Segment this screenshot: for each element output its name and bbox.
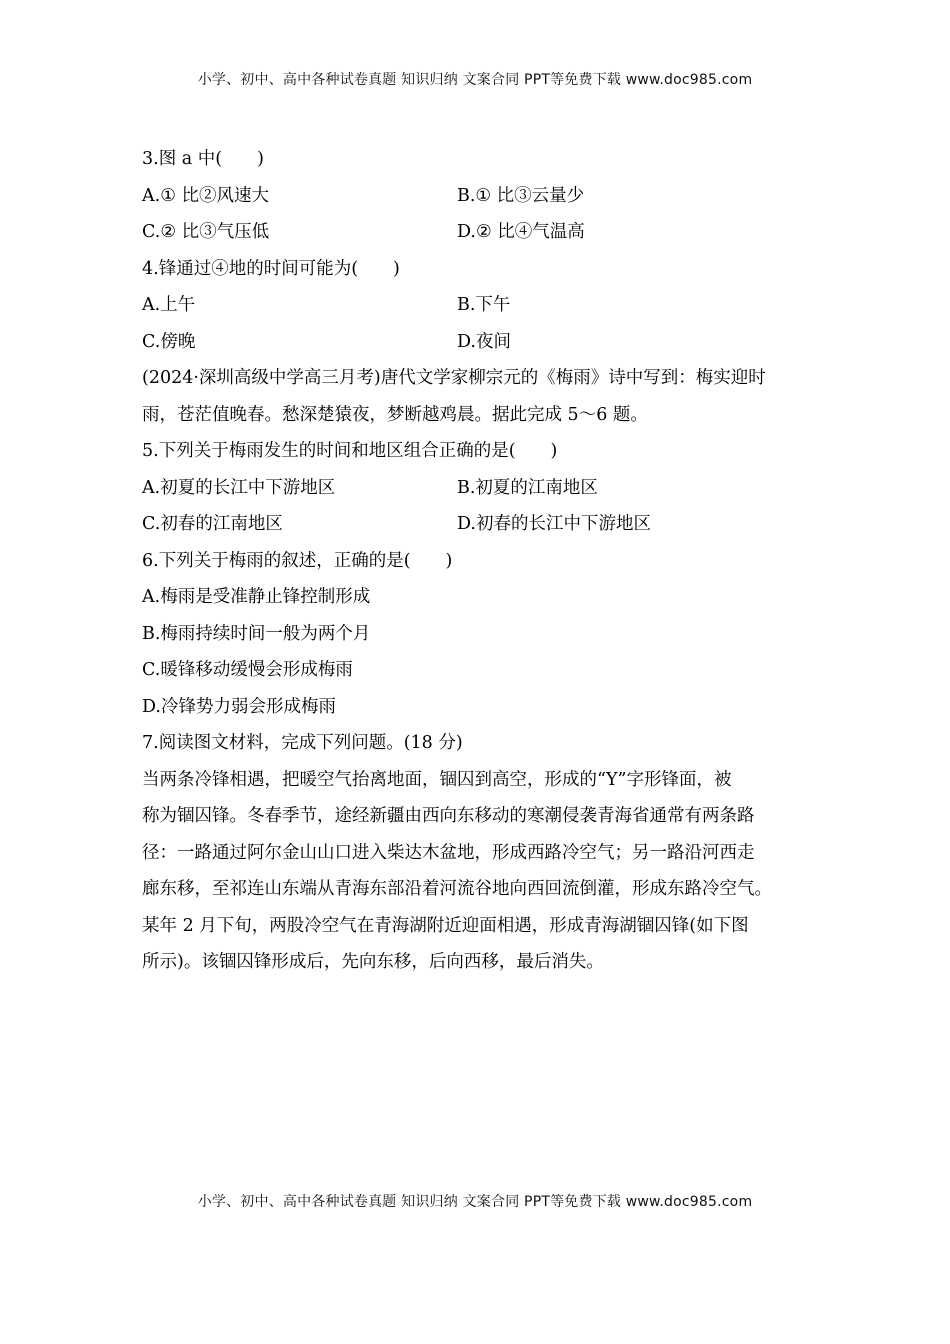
question-7-material-line-1: 当两条冷锋相遇，把暖空气抬离地面，锢囚到高空，形成的“Y”字形锋面，被 [142,769,732,790]
question-4-stem: 4.锋通过④地的时间可能为( ) [142,258,400,279]
question-3-options-row-1 [142,178,822,215]
question-5-option-d: D.初春的长江中下游地区 [457,514,651,534]
question-5-option-a: A.初夏的长江中下游地区 [142,477,336,498]
question-5-option-c: C.初春的江南地区 [142,514,283,534]
question-7-material-line-2: 称为锢囚锋。冬春季节，途经新疆由西向东移动的寒潮侵袭青海省通常有两条路 [142,806,755,826]
question-4-option-a: A.上午 [142,295,196,315]
question-4-options-row-2 [142,324,822,361]
question-3-option-c: C.② 比③气压低 [142,222,270,242]
question-3-stem: 3.图 a 中( ) [142,149,264,169]
question-4-option-c: C.傍晚 [142,331,196,352]
question-6-stem: 6.下列关于梅雨的叙述，正确的是( ) [142,550,453,571]
question-4-option-b: B.下午 [457,295,511,315]
page-content [142,141,822,981]
page-footer: 小学、初中、高中各种试卷真题 知识归纳 文案合同 PPT等免费下载 www.doc985.com [197,1194,753,1210]
question-5-options-row-2 [142,506,822,543]
question-3-option-b: B.① 比③云量少 [457,185,585,206]
question-6-option-a: A.梅雨是受准静止锋控制形成 [142,587,371,607]
question-6-option-d: D.冷锋势力弱会形成梅雨 [142,696,336,717]
question-3-options-row-2 [142,214,822,251]
question-7-stem: 7.阅读图文材料，完成下列问题。(18 分) [142,733,463,753]
question-7-material-line-4: 廊东移，至祁连山东端从青海东部沿着河流谷地向西回流倒灌，形成东路冷空气。 [142,879,772,899]
question-4-option-d: D.夜间 [457,331,511,352]
intro-5-6-line-2: 雨，苍茫值晚春。愁深楚猿夜，梦断越鸡晨。据此完成 5～6 题。 [142,404,648,425]
question-7-material-line-5: 某年 2 月下旬，两股冷空气在青海湖附近迎面相遇，形成青海湖锢囚锋(如下图 [142,915,749,936]
question-6-option-b: B.梅雨持续时间一般为两个月 [142,623,371,644]
question-3-option-a: A.① 比②风速大 [142,185,269,206]
question-6-option-c: C.暖锋移动缓慢会形成梅雨 [142,660,353,680]
question-7-material-line-6: 所示)。该锢囚锋形成后，先向东移，后向西移，最后消失。 [142,952,604,972]
question-3-option-d: D.② 比④气温高 [457,222,585,242]
question-7-material-line-3: 径：一路通过阿尔金山山口进入柴达木盆地，形成西路冷空气；另一路沿河西走 [142,842,755,863]
intro-5-6-line-1: (2024·深圳高级中学高三月考)唐代文学家柳宗元的《梅雨》诗中写到：梅实迎时 [142,368,766,388]
question-5-options-row-1 [142,470,822,507]
page-header: 小学、初中、高中各种试卷真题 知识归纳 文案合同 PPT等免费下载 www.doc985.com [197,72,753,88]
question-5-option-b: B.初夏的江南地区 [457,477,598,498]
question-4-options-row-1 [142,287,822,324]
question-5-stem: 5.下列关于梅雨发生的时间和地区组合正确的是( ) [142,441,558,461]
